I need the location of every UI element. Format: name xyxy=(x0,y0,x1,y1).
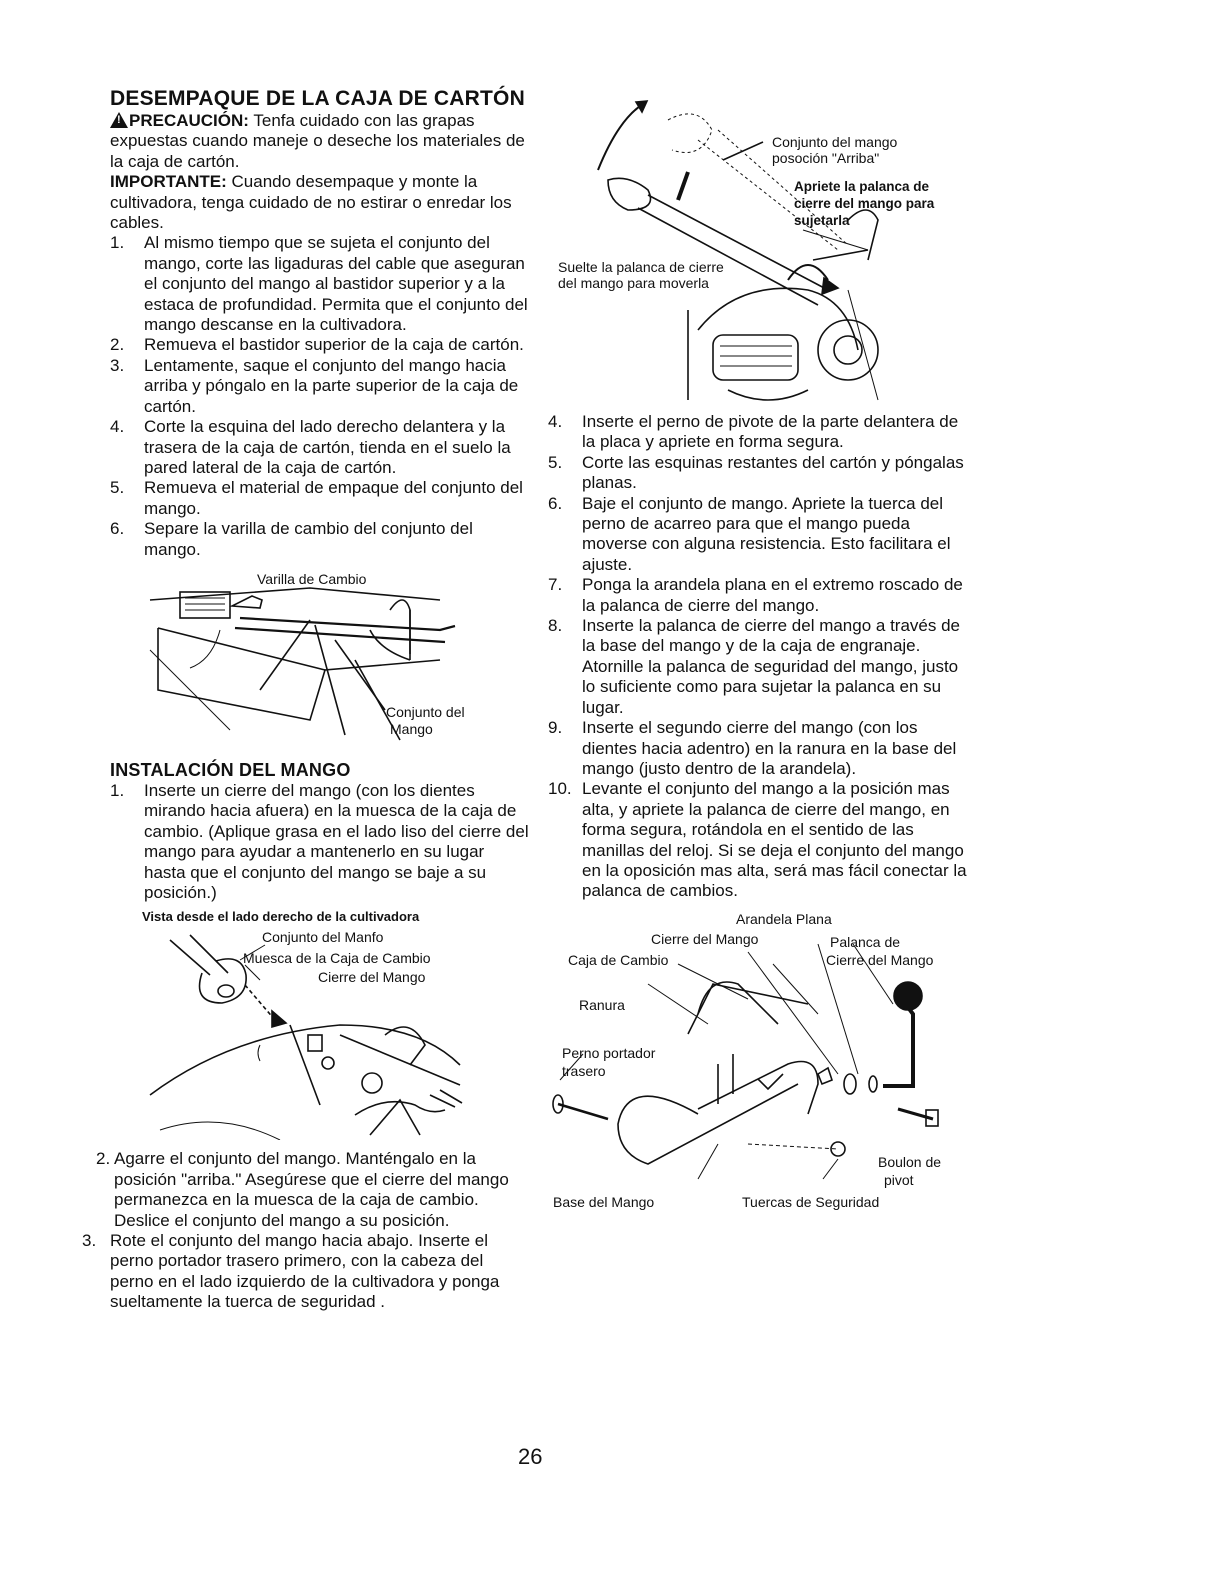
list-item xyxy=(548,575,968,616)
step-number: 8. xyxy=(548,616,563,636)
shift-rod-illustration xyxy=(110,570,530,750)
step-text: Corte la esquina del lado derecho delantera y la trasera de la caja de cartón, tienda en el suelo la pared lateral de la caja de cartón. xyxy=(144,417,511,477)
list-item xyxy=(110,478,530,519)
label-assembly: Conjunto del Manfo xyxy=(262,929,384,946)
step-number: 2. xyxy=(110,335,125,355)
right-column xyxy=(548,88,968,1226)
figure-side-view xyxy=(110,925,530,1140)
figure-shift-rod xyxy=(110,570,530,750)
list-item xyxy=(96,1149,530,1231)
label-pivot-bolt-2: pivot xyxy=(884,1171,914,1188)
page-title: DESEMPAQUE DE LA CAJA DE CARTÓN xyxy=(110,87,525,110)
step-number: 9. xyxy=(548,718,563,738)
list-item xyxy=(110,335,530,355)
list-item xyxy=(548,779,968,901)
list-item xyxy=(548,718,968,779)
step-number: 5. xyxy=(548,452,563,472)
step-text: Ponga la arandela plana en el extremo roscado de la palanca de cierre del mango. xyxy=(582,575,963,615)
step-number: 4. xyxy=(110,417,125,437)
step-number: 7. xyxy=(548,575,563,595)
step-text: Agarre el conjunto del mango. Manténgalo en la posición "arriba." Asegúrese que el cierre del mango permanezca en la muesca de la caja de cambio. Deslice el conjunto del mango a su posición. xyxy=(114,1149,509,1230)
step-number: 3. xyxy=(110,355,125,375)
step-text: Remueva el bastidor superior de la caja de cartón. xyxy=(144,335,524,355)
step-text: Inserte el perno de pivote de la parte delantera de la placa y apriete en forma segura. xyxy=(582,412,959,452)
label-carriage-bolt-1: Perno portador xyxy=(562,1044,656,1061)
label-tighten-lever: Apriete la palanca de cierre del mango para sujetarla xyxy=(794,179,935,228)
step-text: Remueva el material de empaque del conjunto del mango. xyxy=(144,478,523,518)
label-loosen-lever: Suelte la palanca de cierre del mango para moverla xyxy=(558,259,724,291)
important-note xyxy=(110,172,530,233)
list-item xyxy=(110,356,530,417)
important-text: Cuando desempaque y monte la cultivadora, tenga cuidado de no estirar o enredar los cables. xyxy=(110,172,512,233)
step-text: Inserte el segundo cierre del mango (con los dientes hacia adentro) en la ranura en la base del mango (justo dentro de la arandela). xyxy=(582,718,957,778)
label-handle-base: Base del Mango xyxy=(553,1193,655,1210)
figure-exploded-parts xyxy=(548,910,968,1226)
precaution-text: Tenfa cuidado con las grapas expuestas cuando maneje o deseche los materiales de la caja de cartón. xyxy=(110,111,525,171)
label-washer: Arandela Plana xyxy=(736,910,832,927)
step-number: 4. xyxy=(548,412,563,431)
label-handle-assembly: Conjunto del xyxy=(386,703,465,720)
left-column xyxy=(82,87,530,1313)
step-number: 10. xyxy=(548,779,572,799)
step-text: Baje el conjunto de mango. Apriete la tuerca del perno de acarreo para que el mango pueda moverse con alguna resistencia. Esto facilitara el ajuste. xyxy=(582,493,951,574)
step-text: Separe la varilla de cambio del conjunto del mango. xyxy=(144,519,473,559)
list-item xyxy=(548,494,968,576)
label-handle-assembly-2: Mango xyxy=(390,720,433,737)
page-number: 26 xyxy=(518,1444,543,1469)
list-item xyxy=(110,781,530,903)
step-text: Rote el conjunto del mango hacia abajo. Inserte el perno portador trasero primero, con la cabeza del perno en el lado izquierdo de la cultivadora y ponga sueltamente la tuerca de seguridad . xyxy=(110,1231,500,1312)
step-text: Al mismo tiempo que se sujeta el conjunto del mango, corte las ligaduras del cable que aseguran el conjunto del mango al bastidor superior y a la estaca de profundidad. Permita que el conjunto del mango descanse en la cultivadora. xyxy=(144,233,528,335)
label-lever-1: Palanca de xyxy=(830,933,901,950)
label-lock: Cierre del Mango xyxy=(318,969,426,986)
list-item xyxy=(110,233,530,335)
step-number: 1. xyxy=(110,780,125,800)
label-handle-lock: Cierre del Mango xyxy=(651,930,759,947)
step-number: 6. xyxy=(548,493,563,513)
install-steps-right xyxy=(548,412,968,902)
precaution-label: PRECAUCIÓN: xyxy=(129,111,249,130)
precaution-note xyxy=(110,110,530,172)
label-lock-nuts: Tuercas de Seguridad xyxy=(742,1193,880,1210)
install-steps-1 xyxy=(110,781,530,903)
unpack-steps xyxy=(110,233,530,560)
label-lever-2: Cierre del Mango xyxy=(826,951,934,968)
list-item xyxy=(548,453,968,494)
install-title: INSTALACIÓN DEL MANGO xyxy=(110,759,351,780)
label-handle-up-2: posoción "Arriba" xyxy=(772,150,880,166)
figure-caption: Vista desde el lado derecho de la cultivadora xyxy=(142,909,420,925)
step-number: 2. xyxy=(96,1149,111,1169)
warning-icon xyxy=(110,112,128,128)
install-steps-left xyxy=(82,1149,530,1312)
step-text: Lentamente, saque el conjunto del mango hacia arriba y póngalo en la parte superior de la caja de cartón. xyxy=(144,355,519,416)
list-item xyxy=(548,616,968,718)
step-number: 5. xyxy=(110,478,125,498)
list-item xyxy=(548,412,968,453)
label-notch: Muesca de la Caja de Cambio xyxy=(243,950,431,967)
handle-up-illustration xyxy=(548,100,968,408)
label-shift-rod: Varilla de Cambio xyxy=(257,570,367,587)
step-text: Levante el conjunto del mango a la posición mas alta, y apriete la palanca de cierre del mango, en forma segura, rotándola en el sentido de las manillas del reloj. Si se deja el conjunto del mango en la oposición mas alta, será mas fácil conectar la palanca de cambios. xyxy=(582,779,967,901)
label-gearbox: Caja de Cambio xyxy=(568,951,669,968)
label-carriage-bolt-2: trasero xyxy=(562,1062,606,1079)
important-label: IMPORTANTE: xyxy=(110,172,227,192)
figure-handle-up xyxy=(548,100,968,408)
label-pivot-bolt-1: Boulon de xyxy=(878,1153,942,1170)
label-slot: Ranura xyxy=(579,996,625,1013)
list-item xyxy=(82,1231,530,1313)
step-number: 6. xyxy=(110,519,125,539)
list-item xyxy=(110,519,530,560)
list-item xyxy=(110,417,530,478)
step-text: Corte las esquinas restantes del cartón y póngalas planas. xyxy=(582,452,964,493)
label-handle-up-1: Conjunto del mango xyxy=(772,134,898,150)
step-text: Inserte un cierre del mango (con los dientes mirando hacia afuera) en la muesca de la caja de cambio. (Aplique grasa en el lado liso del cierre del mango para ayudar a mantenerlo en su lugar hasta que el conjunto del mango se baje a su posición.) xyxy=(144,780,529,902)
step-text: Inserte la palanca de cierre del mango a través de la base del mango y de la caja de engranaje. Atornille la palanca de seguridad del mango, justo lo suficiente como para sujetar la palanca en su lugar. xyxy=(582,616,961,717)
step-number: 3. xyxy=(82,1231,97,1250)
step-number: 1. xyxy=(110,233,125,253)
